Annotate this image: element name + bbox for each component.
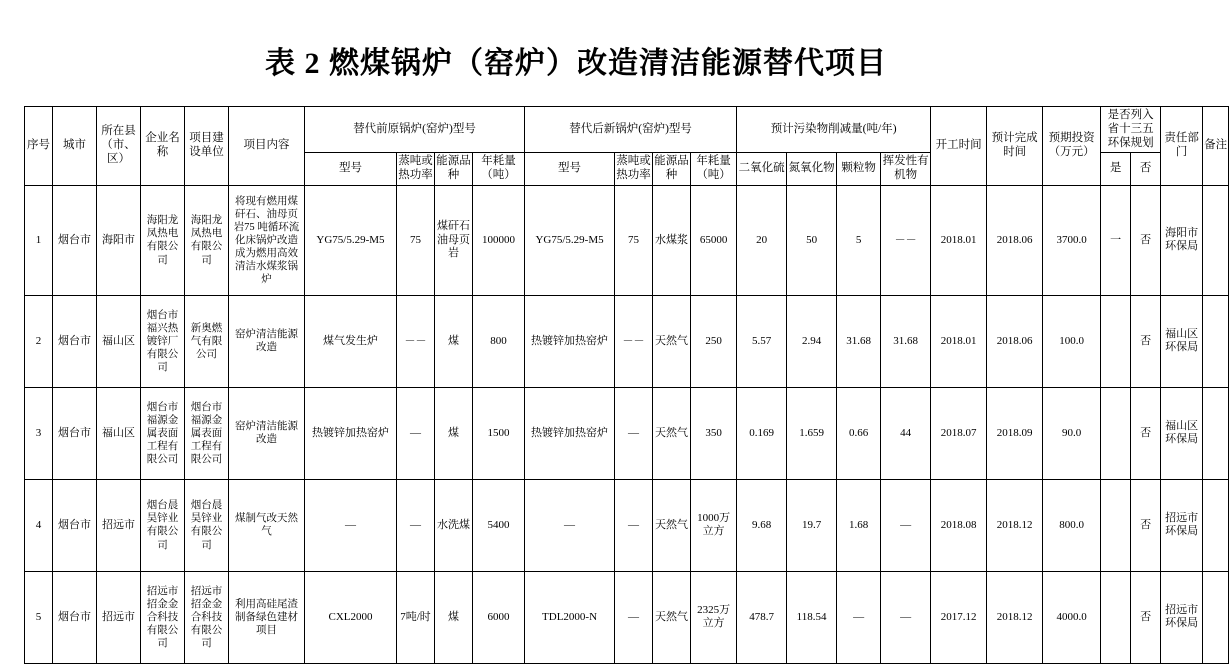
cell-dust: — bbox=[837, 571, 881, 663]
table-body bbox=[25, 185, 1229, 663]
cell-energy-before: 煤 bbox=[435, 571, 473, 663]
cell-start-time: 2018.07 bbox=[931, 387, 987, 479]
cell-nox: 2.94 bbox=[787, 295, 837, 387]
table-header bbox=[25, 107, 1229, 186]
cell-steam-after: — bbox=[615, 387, 653, 479]
cell-so2: 5.57 bbox=[737, 295, 787, 387]
th-county: 所在县（市、区） bbox=[97, 107, 141, 186]
cell-so2: 478.7 bbox=[737, 571, 787, 663]
th-energy-after: 能源品种 bbox=[653, 153, 691, 186]
cell-so2: 9.68 bbox=[737, 479, 787, 571]
cell-finish-time: 2018.06 bbox=[987, 185, 1043, 295]
cell-plan-yes bbox=[1101, 571, 1131, 663]
th-enterprise: 企业名称 bbox=[141, 107, 185, 186]
cell-use-before: 1500 bbox=[473, 387, 525, 479]
cell-seq: 3 bbox=[25, 387, 53, 479]
cell-steam-after: 75 bbox=[615, 185, 653, 295]
th-so2: 二氧化硫 bbox=[737, 153, 787, 186]
cell-seq: 5 bbox=[25, 571, 53, 663]
cell-county: 福山区 bbox=[97, 295, 141, 387]
cell-energy-before: 煤 bbox=[435, 387, 473, 479]
cell-build-unit: 新奥燃气有限公司 bbox=[185, 295, 229, 387]
cell-nox: 19.7 bbox=[787, 479, 837, 571]
cell-enterprise: 烟台市福兴热镀锌厂有限公司 bbox=[141, 295, 185, 387]
th-energy-before: 能源品种 bbox=[435, 153, 473, 186]
cell-energy-after: 天然气 bbox=[653, 295, 691, 387]
cell-seq: 2 bbox=[25, 295, 53, 387]
th-voc: 挥发性有机物 bbox=[881, 153, 931, 186]
cell-voc: — bbox=[881, 479, 931, 571]
cell-steam-before: — bbox=[397, 387, 435, 479]
cell-nox: 1.659 bbox=[787, 387, 837, 479]
cell-dept: 福山区环保局 bbox=[1161, 387, 1203, 479]
cell-model-before: YG75/5.29-M5 bbox=[305, 185, 397, 295]
cell-finish-time: 2018.06 bbox=[987, 295, 1043, 387]
table-row bbox=[25, 571, 1229, 663]
th-group-plan: 是否列入省十三五环保规划 bbox=[1101, 107, 1161, 153]
cell-use-before: 100000 bbox=[473, 185, 525, 295]
cell-project-content: 将现有燃用煤矸石、油母页岩75 吨循环流化床锅炉改造成为燃用高效清洁水煤浆锅炉 bbox=[229, 185, 305, 295]
cell-city: 烟台市 bbox=[53, 185, 97, 295]
cell-model-before: CXL2000 bbox=[305, 571, 397, 663]
th-steam-after: 蒸吨或热功率 bbox=[615, 153, 653, 186]
cell-model-after: YG75/5.29-M5 bbox=[525, 185, 615, 295]
cell-start-time: 2018.01 bbox=[931, 185, 987, 295]
th-use-before: 年耗量（吨） bbox=[473, 153, 525, 186]
cell-plan-no: 否 bbox=[1131, 571, 1161, 663]
cell-project-content: 窑炉清洁能源改造 bbox=[229, 295, 305, 387]
cell-plan-no: 否 bbox=[1131, 387, 1161, 479]
cell-energy-before: 煤矸石油母页岩 bbox=[435, 185, 473, 295]
cell-plan-no: 否 bbox=[1131, 185, 1161, 295]
th-build-unit: 项目建设单位 bbox=[185, 107, 229, 186]
th-use-after: 年耗量（吨） bbox=[691, 153, 737, 186]
cell-dust: 0.66 bbox=[837, 387, 881, 479]
cell-steam-before: －－ bbox=[397, 295, 435, 387]
cell-county: 招远市 bbox=[97, 571, 141, 663]
th-city: 城市 bbox=[53, 107, 97, 186]
th-finish-time: 预计完成时间 bbox=[987, 107, 1043, 186]
cell-so2: 0.169 bbox=[737, 387, 787, 479]
cell-plan-yes bbox=[1101, 387, 1131, 479]
cell-seq: 4 bbox=[25, 479, 53, 571]
cell-steam-after: －－ bbox=[615, 295, 653, 387]
cell-use-before: 800 bbox=[473, 295, 525, 387]
cell-steam-after: — bbox=[615, 571, 653, 663]
cell-build-unit: 烟台晨昊锌业有限公司 bbox=[185, 479, 229, 571]
cell-nox: 50 bbox=[787, 185, 837, 295]
cell-city: 烟台市 bbox=[53, 479, 97, 571]
cell-energy-before: 煤 bbox=[435, 295, 473, 387]
cell-remark bbox=[1203, 295, 1229, 387]
cell-dust: 31.68 bbox=[837, 295, 881, 387]
cell-seq: 1 bbox=[25, 185, 53, 295]
cell-build-unit: 烟台市福源金属表面工程有限公司 bbox=[185, 387, 229, 479]
cell-energy-after: 天然气 bbox=[653, 479, 691, 571]
cell-plan-no: 否 bbox=[1131, 295, 1161, 387]
cell-steam-before: — bbox=[397, 479, 435, 571]
cell-so2: 20 bbox=[737, 185, 787, 295]
cell-enterprise: 烟台晨昊锌业有限公司 bbox=[141, 479, 185, 571]
projects-table bbox=[24, 106, 1229, 664]
cell-enterprise: 招远市招金金合科技有限公司 bbox=[141, 571, 185, 663]
cell-voc: — bbox=[881, 571, 931, 663]
cell-investment: 90.0 bbox=[1043, 387, 1101, 479]
cell-project-content: 煤制气改天然气 bbox=[229, 479, 305, 571]
cell-finish-time: 2018.12 bbox=[987, 479, 1043, 571]
cell-enterprise: 烟台市福源金属表面工程有限公司 bbox=[141, 387, 185, 479]
cell-use-after: 350 bbox=[691, 387, 737, 479]
cell-county: 福山区 bbox=[97, 387, 141, 479]
header-row-1 bbox=[25, 107, 1229, 153]
th-start-time: 开工时间 bbox=[931, 107, 987, 186]
cell-plan-no: 否 bbox=[1131, 479, 1161, 571]
cell-voc: －－ bbox=[881, 185, 931, 295]
cell-plan-yes: 一 bbox=[1101, 185, 1131, 295]
cell-voc: 31.68 bbox=[881, 295, 931, 387]
cell-remark bbox=[1203, 479, 1229, 571]
cell-model-before: 煤气发生炉 bbox=[305, 295, 397, 387]
cell-finish-time: 2018.09 bbox=[987, 387, 1043, 479]
cell-project-content: 窑炉清洁能源改造 bbox=[229, 387, 305, 479]
cell-county: 海阳市 bbox=[97, 185, 141, 295]
cell-energy-before: 水洗煤 bbox=[435, 479, 473, 571]
cell-enterprise: 海阳龙凤热电有限公司 bbox=[141, 185, 185, 295]
cell-city: 烟台市 bbox=[53, 571, 97, 663]
cell-model-before: 热镀锌加热窑炉 bbox=[305, 387, 397, 479]
th-model-before: 型号 bbox=[305, 153, 397, 186]
cell-energy-after: 天然气 bbox=[653, 387, 691, 479]
cell-investment: 3700.0 bbox=[1043, 185, 1101, 295]
cell-project-content: 利用高硅尾渣制备绿色建材项目 bbox=[229, 571, 305, 663]
cell-steam-before: 7吨/时 bbox=[397, 571, 435, 663]
cell-steam-after: — bbox=[615, 479, 653, 571]
cell-plan-yes bbox=[1101, 295, 1131, 387]
table-row bbox=[25, 479, 1229, 571]
cell-model-after: 热镀锌加热窑炉 bbox=[525, 295, 615, 387]
th-steam-before: 蒸吨或热功率 bbox=[397, 153, 435, 186]
cell-use-after: 250 bbox=[691, 295, 737, 387]
cell-start-time: 2018.01 bbox=[931, 295, 987, 387]
page-title: 表 2 燃煤锅炉（窑炉）改造清洁能源替代项目 bbox=[265, 47, 887, 80]
cell-use-after: 65000 bbox=[691, 185, 737, 295]
cell-energy-after: 水煤浆 bbox=[653, 185, 691, 295]
th-dept: 责任部门 bbox=[1161, 107, 1203, 186]
cell-remark bbox=[1203, 571, 1229, 663]
cell-county: 招远市 bbox=[97, 479, 141, 571]
cell-dust: 5 bbox=[837, 185, 881, 295]
cell-dust: 1.68 bbox=[837, 479, 881, 571]
th-plan-yes: 是 bbox=[1101, 153, 1131, 186]
th-model-after: 型号 bbox=[525, 153, 615, 186]
cell-use-after: 2325万立方 bbox=[691, 571, 737, 663]
cell-nox: 118.54 bbox=[787, 571, 837, 663]
cell-city: 烟台市 bbox=[53, 295, 97, 387]
cell-dept: 招远市环保局 bbox=[1161, 479, 1203, 571]
cell-dept: 招远市环保局 bbox=[1161, 571, 1203, 663]
cell-start-time: 2018.08 bbox=[931, 479, 987, 571]
cell-model-before: — bbox=[305, 479, 397, 571]
th-nox: 氮氧化物 bbox=[787, 153, 837, 186]
cell-investment: 800.0 bbox=[1043, 479, 1101, 571]
cell-steam-before: 75 bbox=[397, 185, 435, 295]
cell-model-after: TDL2000-N bbox=[525, 571, 615, 663]
table-row bbox=[25, 387, 1229, 479]
cell-dept: 福山区环保局 bbox=[1161, 295, 1203, 387]
table-container bbox=[0, 106, 1228, 664]
cell-model-after: 热镀锌加热窑炉 bbox=[525, 387, 615, 479]
cell-use-before: 6000 bbox=[473, 571, 525, 663]
cell-remark bbox=[1203, 185, 1229, 295]
cell-dept: 海阳市环保局 bbox=[1161, 185, 1203, 295]
th-remark: 备注 bbox=[1203, 107, 1229, 186]
th-plan-no: 否 bbox=[1131, 153, 1161, 186]
cell-city: 烟台市 bbox=[53, 387, 97, 479]
cell-voc: 44 bbox=[881, 387, 931, 479]
cell-model-after: — bbox=[525, 479, 615, 571]
th-group-after: 替代后新锅炉(窑炉)型号 bbox=[525, 107, 737, 153]
cell-investment: 100.0 bbox=[1043, 295, 1101, 387]
th-group-reduction: 预计污染物削减量(吨/年) bbox=[737, 107, 931, 153]
cell-plan-yes bbox=[1101, 479, 1131, 571]
th-investment: 预期投资（万元） bbox=[1043, 107, 1101, 186]
th-seq: 序号 bbox=[25, 107, 53, 186]
cell-use-before: 5400 bbox=[473, 479, 525, 571]
table-row bbox=[25, 185, 1229, 295]
cell-build-unit: 海阳龙凤热电有限公司 bbox=[185, 185, 229, 295]
th-group-before: 替代前原锅炉(窑炉)型号 bbox=[305, 107, 525, 153]
cell-energy-after: 天然气 bbox=[653, 571, 691, 663]
cell-finish-time: 2018.12 bbox=[987, 571, 1043, 663]
cell-investment: 4000.0 bbox=[1043, 571, 1101, 663]
cell-start-time: 2017.12 bbox=[931, 571, 987, 663]
table-row bbox=[25, 295, 1229, 387]
th-dust: 颗粒物 bbox=[837, 153, 881, 186]
th-project-content: 项目内容 bbox=[229, 107, 305, 186]
cell-build-unit: 招远市招金金合科技有限公司 bbox=[185, 571, 229, 663]
cell-remark bbox=[1203, 387, 1229, 479]
cell-use-after: 1000万立方 bbox=[691, 479, 737, 571]
